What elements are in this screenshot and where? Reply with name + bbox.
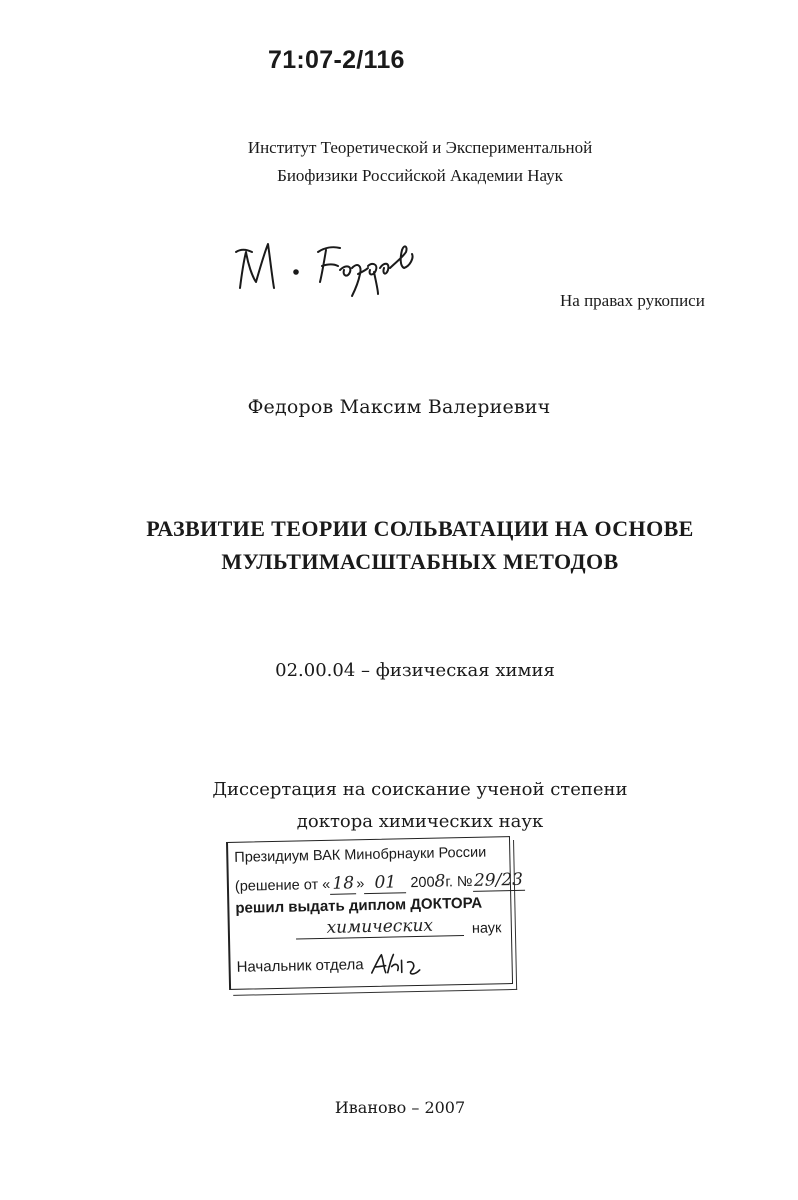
institute-name (200, 134, 640, 190)
stamp-header: Президиум ВАК Минобрнауки России (234, 844, 487, 866)
city-year: Иваново – 2007 (334, 1098, 466, 1117)
stamp-decision-prefix: (решение от « (234, 876, 331, 895)
title-line-1: РАЗВИТИЕ ТЕОРИИ СОЛЬВАТАЦИИ НА ОСНОВЕ (146, 516, 694, 541)
stamp-decision-line: (решение от « 18 » 01 2008г. №29/23 (234, 869, 524, 895)
institute-line-2: Биофизики Российской Академии Наук (277, 166, 563, 185)
stamp-head-line (236, 950, 428, 982)
rights-note: На правах рукописи (560, 291, 705, 310)
specialty-code: 02.00.04 – физическая химия (275, 660, 555, 681)
dissertation-title (110, 512, 730, 578)
title-line-2: МУЛЬТИМАСШТАБНЫХ МЕТОДОВ (221, 549, 619, 574)
stamp-head-label: Начальник отдела (236, 956, 364, 976)
stamp-day: 18 (330, 873, 356, 895)
catalog-number: 71:07-2/116 (268, 46, 405, 74)
stamp-year-suffix: г. № (445, 873, 473, 891)
stamp-month: 01 (364, 872, 406, 894)
stamp-science-handwritten: химических (296, 915, 464, 940)
degree-line-2: доктора химических наук (296, 811, 544, 832)
degree-statement (140, 774, 700, 838)
author-name: Федоров Максим Валериевич (247, 396, 551, 418)
stamp-head-signature (368, 950, 429, 979)
degree-line-1: Диссертация на соискание ученой степени (212, 779, 628, 800)
stamp-number: 29/23 (473, 869, 524, 891)
stamp-diploma-line: решил выдать диплом ДОКТОРА (235, 894, 483, 917)
stamp-science-suffix: наук (471, 920, 502, 937)
stamp-year-digit: 8 (434, 871, 446, 892)
vak-stamp (226, 836, 524, 990)
stamp-year-prefix: 200 (410, 874, 435, 892)
handwritten-signature (228, 222, 428, 302)
institute-line-1: Институт Теоретической и Экспериментальной (247, 138, 593, 157)
